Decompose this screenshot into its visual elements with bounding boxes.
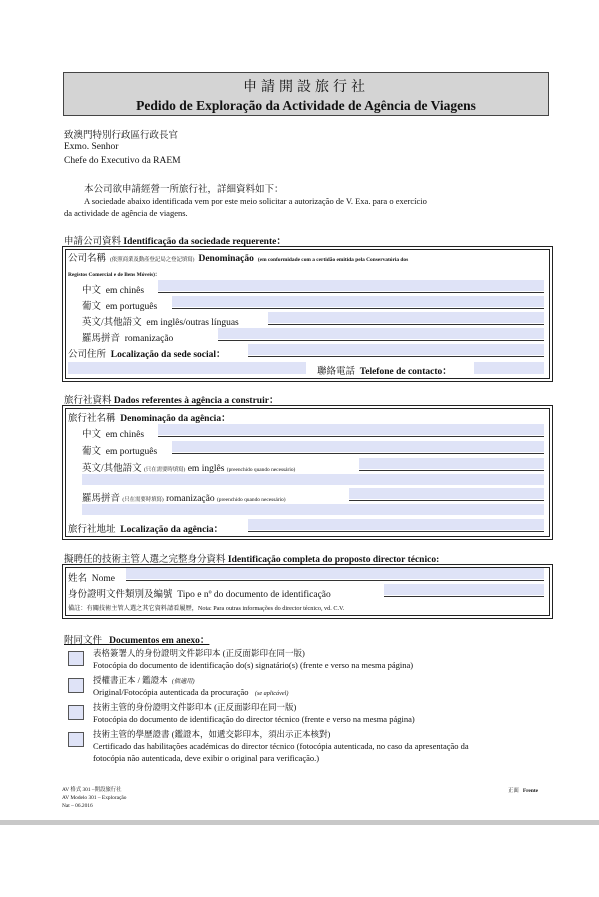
footer-form-code: AV 格式 301 –開設旅行社 AV Modelo 301 – Exploração Nat – 06.2016 <box>62 787 127 809</box>
agency-portuguese-label: 葡文 em português <box>82 447 158 457</box>
company-roman-label: 羅馬拼音 romanização <box>82 334 174 344</box>
form-title-zh: 申請開設旅行社 <box>243 80 369 95</box>
agency-english-label: 英文/其他語文 (只在需要時填寫) em inglês (preenchido quando necessário) <box>82 464 296 474</box>
company-heading-zh: 申請公司資料 <box>64 237 122 247</box>
director-section-heading: 擬聘任的技術主管人選之完整身分資料 Identificação completa do proposto director técnico: <box>64 555 440 565</box>
attachments-heading: 附同文件 Documentos em anexo： <box>64 636 210 646</box>
agency-section-heading: 旅行社資料 Dados referentes à agência a construir： <box>64 396 279 406</box>
agency-chinese-label: 中文 em chinês <box>82 430 145 440</box>
attachment-item-4-pt: Certificado das habilitações académicas do director técnico (fotocópia autenticada, no caso da apresentação da <box>93 741 469 751</box>
company-portuguese-line <box>172 308 544 309</box>
addressee-line1: Exmo. Senhor <box>64 142 119 152</box>
attachment-item-3-pt: Fotocópia do documento de identificação do director técnico (frente e verso na mesma página) <box>93 714 415 724</box>
agency-chinese-field[interactable] <box>158 424 544 435</box>
attachment-checkbox-4[interactable] <box>68 732 84 747</box>
attachment-item-1-pt: Fotocópia do documento de identificação do(s) signatário(s) (frente e verso na mesma página) <box>93 660 414 670</box>
addressee-zh: 致澳門特別行政區行政長官 <box>64 131 179 141</box>
intro-pt1: A sociedade abaixo identificada vem por este meio solicitar a autorização de V. Exa. para o exercício <box>84 196 427 206</box>
agency-chinese-line <box>158 436 544 437</box>
agency-address-label: 旅行社地址 Localização da agência： <box>68 525 224 535</box>
company-english-label: 英文/其他語文 em inglês/outras línguas <box>82 318 239 328</box>
company-address-field[interactable] <box>248 344 544 355</box>
company-english-field[interactable] <box>268 312 544 323</box>
company-address-label: 公司住所 Localização da sede social： <box>68 350 226 360</box>
agency-roman-field-2[interactable] <box>82 504 544 515</box>
company-english-line <box>268 324 544 325</box>
company-portuguese-field[interactable] <box>172 296 544 307</box>
company-phone-label: 聯絡電話 Telefone de contacto： <box>317 367 452 377</box>
agency-english-line <box>359 470 544 471</box>
attachment-item-1-zh: 表格簽署人的身份證明文件影印本 (正反面影印在同一版) <box>93 648 305 658</box>
company-name-label: 公司名稱 (依照商業及動產登記局之登記填寫) Denominação (em conformidade com a certidão emitida pela Conservatória dos Registos Comercial e de Bens Móveis)： <box>68 254 409 278</box>
agency-address-field[interactable] <box>248 519 544 530</box>
form-title-box <box>63 72 549 116</box>
director-doc-line <box>384 596 544 597</box>
attachment-item-2-pt: Original/Fotocópia autenticada da procuração (se aplicável) <box>93 687 289 697</box>
company-roman-field[interactable] <box>218 328 544 339</box>
company-address-line <box>248 356 544 357</box>
agency-english-field[interactable] <box>359 458 544 469</box>
attachment-checkbox-1[interactable] <box>68 651 84 666</box>
company-portuguese-label: 葡文 em português <box>82 302 158 312</box>
agency-roman-label: 羅馬拼音 (只在需要時填寫) romanização (preenchido quando necessário) <box>82 494 286 504</box>
footer-page-side: 正面 Frente <box>508 788 539 794</box>
intro-pt2: da actividade de agência de viagens. <box>64 208 188 218</box>
company-roman-line <box>218 340 544 341</box>
director-name-line <box>126 580 544 581</box>
agency-address-line <box>248 531 544 532</box>
company-heading-pt: Identificação da sociedade requerente： <box>123 237 286 247</box>
agency-english-field-2[interactable] <box>82 474 544 485</box>
director-name-label: 姓名 Nome <box>68 574 115 584</box>
company-chinese-field[interactable] <box>158 280 544 291</box>
addressee-line2: Chefe do Executivo da RAEM <box>64 156 181 166</box>
director-doc-label: 身份證明文件類別及編號 Tipo e nº do documento de identificação <box>68 590 331 600</box>
agency-roman-field[interactable] <box>349 488 544 499</box>
attachment-checkbox-2[interactable] <box>68 678 84 693</box>
agency-roman-line <box>349 500 544 501</box>
director-doc-field[interactable] <box>384 584 544 595</box>
agency-name-label: 旅行社名稱 Denominação da agência： <box>68 414 231 424</box>
attachment-item-4-zh: 技術主管的學歷證書 (鑑證本，如遞交影印本，須出示正本核對) <box>93 729 331 739</box>
form-title-pt: Pedido de Exploração da Actividade de Agência de Viagens <box>136 98 476 113</box>
company-chinese-line <box>158 292 544 293</box>
agency-portuguese-field[interactable] <box>172 441 544 452</box>
attachment-checkbox-3[interactable] <box>68 705 84 720</box>
attachment-item-2-zh: 授權書正本 / 鑑證本 (倘適用) <box>93 675 195 685</box>
company-phone-field[interactable] <box>474 362 544 374</box>
director-note: 備註：有關技術主管人選之其它資料請看履歷，Nota: Para outras informações do director técnico, vd. C.V. <box>68 605 345 612</box>
intro-zh: 本公司欲申請經營一所旅行社，詳細資料如下： <box>84 185 284 195</box>
attachment-item-3-zh: 技術主管的身份證明文件影印本 (正反面影印在同一版) <box>93 702 297 712</box>
page-bottom-bar <box>0 820 599 825</box>
company-address-field-2[interactable] <box>68 362 306 374</box>
company-section-heading <box>64 233 286 247</box>
company-chinese-label: 中文 em chinês <box>82 286 145 296</box>
agency-portuguese-line <box>172 453 544 454</box>
attachment-item-4-pt2: fotocópia não autenticada, deve exibir o original para verificação.) <box>93 753 320 763</box>
director-name-field[interactable] <box>126 568 544 579</box>
